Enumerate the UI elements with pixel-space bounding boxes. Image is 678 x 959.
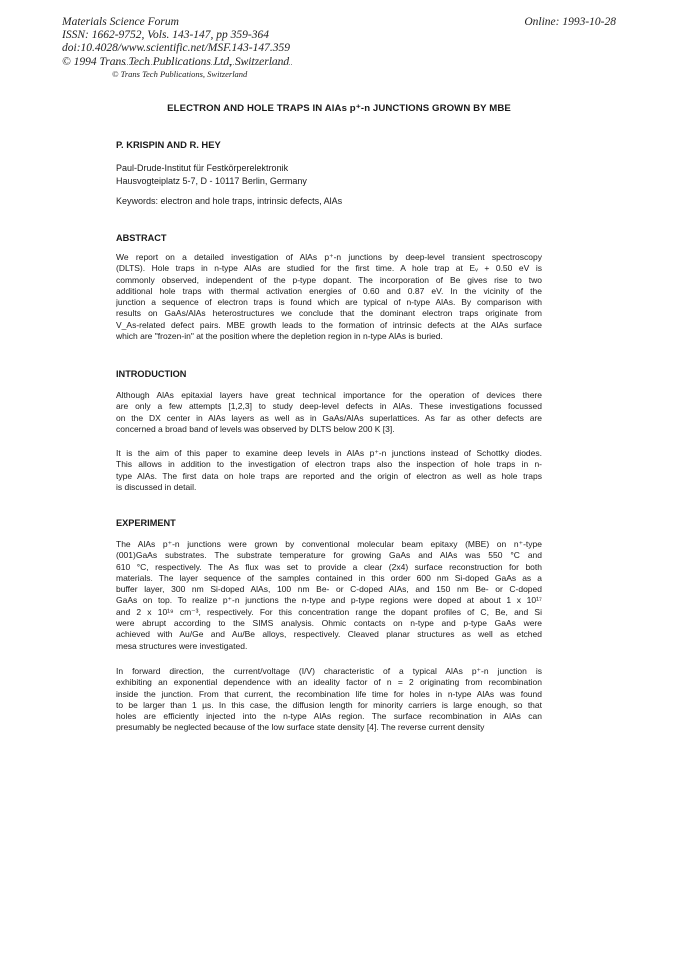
abstract-body (116, 252, 542, 342)
experiment-paragraph-2 (116, 666, 542, 734)
text-line: We report on a detailed investigation of AlAs p⁺-n junctions by deep-level transient spectroscopy (116, 252, 542, 262)
journal-name: Materials Science Forum (62, 16, 179, 28)
affiliation-line: Hausvogteiplatz 5-7, D - 10117 Berlin, Germany (116, 175, 307, 186)
affiliation-line: Paul-Drude-Institut für Festkörperelektronik (116, 163, 289, 173)
text-line: commonly observed, independent of the p-type dopant. The incorporation of Be gives rise to two (116, 274, 542, 285)
text-line: type AlAs. The first data on hole traps are reported and the origin of electron as well as hole traps (116, 470, 542, 481)
text-line: holes are efficiently injected into the n-type AlAs region. The surface recombination in AlAs can (116, 711, 542, 722)
text-line: It is the aim of this paper to examine deep levels in AlAs p⁺-n junctions instead of Schottky diodes. (116, 448, 542, 458)
text-line: inside the junction. From that current, the recombination life time for holes in n-type AlAs was found (116, 688, 542, 699)
publisher-line: © Trans Tech Publications, Switzerland (112, 69, 248, 79)
introduction-paragraph-2 (116, 448, 542, 493)
text-line: presumably be neglected because of the low surface state density [4]. The reverse current density (116, 722, 485, 733)
keywords: Keywords: electron and hole traps, intrinsic defects, AlAs (116, 196, 343, 206)
text-line: buffer layer, 300 nm Si-doped AlAs, 100 nm Be- or C-doped AlAs, and 150 nm Be- or C-doped (116, 584, 542, 595)
introduction-heading: INTRODUCTION (116, 369, 187, 379)
text-line: The AlAs p⁺-n junctions were grown by conventional molecular beam epitaxy (MBE) on n⁺-type (116, 539, 542, 549)
paper-title: ELECTRON AND HOLE TRAPS IN AlAs p⁺-n JUNCTIONS GROWN BY MBE (167, 103, 511, 114)
text-line: GaAs on top. To realize p⁺-n junctions the n-type and p-type regions were doped at about 1 x 10¹⁷ (116, 595, 542, 606)
text-line: In forward direction, the current/voltage (I/V) characteristic of a typical AlAs p⁺-n junction is (116, 666, 542, 676)
text-line: mesa structures were investigated. (116, 640, 248, 651)
text-line: junction a sequence of electron traps is found which are typical of n-type AlAs. By comparison with (116, 297, 542, 308)
text-line: (DLTS). Hole traps in n-type AlAs are studied for the first time. A hole trap at Eᵥ + 0.50 eV is (116, 263, 542, 274)
text-line: This allows in addition to the investigation of electron traps also the inspection of hole traps in n- (116, 459, 542, 470)
text-line: which are "frozen-in" at the position where the depletion region in n-type AlAs is buried. (116, 331, 443, 342)
text-line: is discussed in detail. (116, 481, 197, 492)
experiment-heading: EXPERIMENT (116, 518, 176, 528)
text-line: results on GaAs/AlAs heterostructures we conclude that the dominant electron traps originate from (116, 308, 542, 319)
text-line: exhibiting an exponential dependence with an ideality factor of n = 2 originating from recombination (116, 677, 542, 688)
introduction-paragraph-1 (116, 390, 542, 435)
text-line: on the DX center in AlAs layers as well as in GaAs/AlAs superlattices. As far as other defects are (116, 412, 542, 423)
paper-authors: P. KRISPIN AND R. HEY (116, 139, 221, 150)
text-line: materials. The layer sequence of the samples contained in this order 600 nm Si-doped GaAs as a (116, 572, 542, 583)
copyright-line: © 1994 Trans Tech Publications Ltd, Switzerland (62, 55, 290, 68)
text-line: 610 °C, respectively. The As flux was set to provide a clear (2x4) surface reconstruction for both (116, 561, 542, 572)
issn-line: ISSN: 1662-9752, Vols. 143-147, pp 359-364 (62, 29, 269, 42)
text-line: concerned a broad band of levels was observed by DLTS below 200 K [3]. (116, 423, 395, 434)
text-line: V_As-related defect pairs. MBE growth leads to the formation of intrinsic defects at the AlAs surface (116, 319, 542, 330)
text-line: (001)GaAs substrates. The substrate temperature for growing GaAs and AlAs was 550 °C and (116, 550, 542, 561)
affiliation (116, 162, 307, 187)
text-line: were abrupt according to the SIMS analysis. Ohmic contacts on n-type and p-type GaAs were (116, 618, 542, 629)
text-line: additional hole traps with thermal activation energies of 0.60 and 0.87 eV. In the vicinity of the (116, 285, 542, 296)
header-divider (112, 64, 292, 65)
doi-line: doi:10.4028/www.scientific.net/MSF.143-147.359 (62, 42, 290, 55)
text-line: to be larger than 1 µs. In this case, the diffusion length for minority carriers is large enough, so that (116, 699, 542, 710)
text-line: Although AlAs epitaxial layers have great technical importance for the operation of devices there (116, 390, 542, 400)
online-date: Online: 1993-10-28 (524, 16, 616, 28)
text-line: are only a few attempts [1,2,3] to study deep-level defects in AlAs. These investigations focussed (116, 401, 542, 412)
text-line: and 2 x 10¹⁹ cm⁻³, respectively. For this concentration range the dopant profiles of C, Be, and Si (116, 606, 542, 617)
text-line: achieved with Au/Ge and Au/Be alloys, respectively. Cleaved planar structures as well as etched (116, 629, 542, 640)
abstract-heading: ABSTRACT (116, 233, 167, 243)
journal-header (62, 16, 290, 69)
experiment-paragraph-1 (116, 539, 542, 652)
